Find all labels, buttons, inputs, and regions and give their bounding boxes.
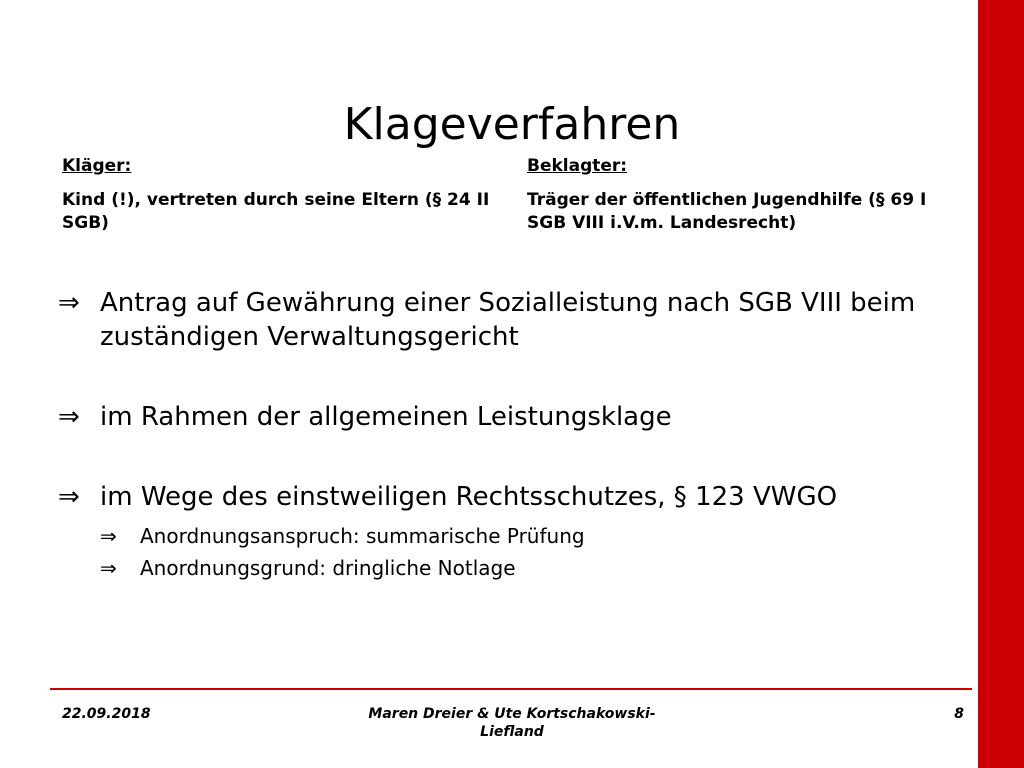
defendant-block bbox=[527, 155, 967, 235]
bullet-text: im Wege des einstweiligen Rechtsschutzes, § 123 VWGO bbox=[100, 482, 838, 512]
defendant-text: Träger der öffentlichen Jugendhilfe (§ 69 I SGB VIII i.V.m. Landesrecht) bbox=[527, 190, 927, 233]
sub-bullet-text: Anordnungsanspruch: summarische Prüfung bbox=[140, 524, 585, 548]
footer-date: 22.09.2018 bbox=[62, 706, 151, 722]
bullet-item bbox=[58, 286, 968, 354]
sub-bullet-item bbox=[100, 520, 968, 552]
sub-bullet-item bbox=[100, 552, 968, 584]
implies-arrow-icon: ⇒ bbox=[100, 524, 117, 548]
bullet-text: im Rahmen der allgemeinen Leistungsklage bbox=[100, 402, 672, 432]
sub-bullet-list bbox=[58, 520, 968, 584]
bullet-item bbox=[58, 480, 968, 514]
implies-arrow-icon: ⇒ bbox=[100, 556, 117, 580]
plaintiff-heading: Kläger: bbox=[62, 156, 132, 176]
slide-title: Klageverfahren bbox=[343, 99, 681, 151]
implies-arrow-icon: ⇒ bbox=[58, 288, 80, 318]
implies-arrow-icon: ⇒ bbox=[58, 482, 80, 512]
defendant-heading: Beklagter: bbox=[527, 156, 628, 176]
footer-divider bbox=[50, 688, 972, 690]
bullet-list bbox=[58, 286, 968, 584]
plaintiff-block bbox=[62, 155, 502, 235]
footer-authors: Maren Dreier & Ute Kortschakowski-Liefland bbox=[368, 706, 656, 740]
sub-bullet-text: Anordnungsgrund: dringliche Notlage bbox=[140, 556, 516, 580]
bullet-text: Antrag auf Gewährung einer Sozialleistung nach SGB VIII beim zuständigen Verwaltungsgericht bbox=[100, 288, 916, 352]
bullet-item bbox=[58, 400, 968, 434]
implies-arrow-icon: ⇒ bbox=[58, 402, 80, 432]
page-number: 8 bbox=[954, 706, 964, 722]
plaintiff-text: Kind (!), vertreten durch seine Eltern (§ 24 II SGB) bbox=[62, 190, 490, 233]
